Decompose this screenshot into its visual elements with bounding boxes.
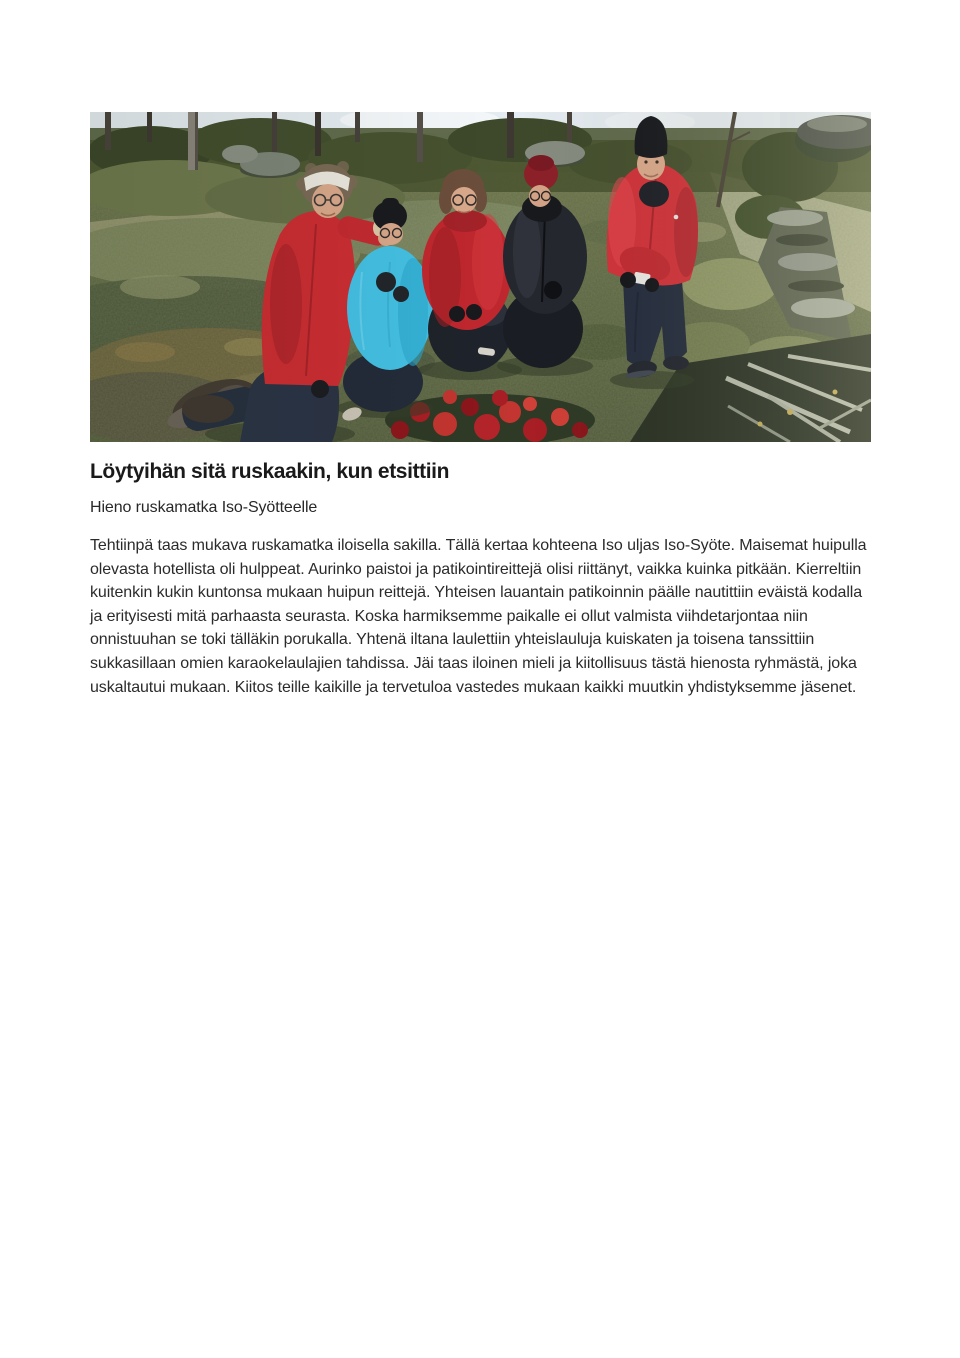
article-subtitle: Hieno ruskamatka Iso-Syötteelle [90,499,318,516]
article-body: Tehtiinpä taas mukava ruskamatka iloisella sakilla. Tällä kertaa kohteena Iso uljas Iso-Syöte. Maisemat huipulla olevasta hotellista oli hulppeat. Aurinko paistoi ja patikointireittejä olisi riittänyt, vaikka kuinka pitkään. Kierreltiin kuitenkin kukin kuntonsa mukaan huipun reittejä. Yhteisen lauantain patikoinnin päälle nautittiin eväistä kodalla ja erityisesti mitä parhaasta seurasta. Koska harmiksemme paikalle ei ollut valmista viihdetarjontaa niin onnistuuhan se toki tälläkin porukalla. Yhtenä iltana laulettiin yhteislauluja kuiskaten ja toisena tanssittiin sukkasillaan omien karaokelaulajien tahdissa. Jäi taas iloinen mieli ja kiitollisuus tästä hienosta ryhmästä, joka uskaltautui mukaan. Kiitos teille kaikille ja tervetuloa vastedes mukaan kaikki muutkin yhdistyksemme jäsenet. [90,537,867,696]
photo-light-overlay [90,112,871,442]
article-photo-figure [90,112,871,442]
article-photo [90,112,871,442]
article-title: Löytyihän sitä ruskaakin, kun etsittiin [90,460,449,483]
article [90,112,874,699]
